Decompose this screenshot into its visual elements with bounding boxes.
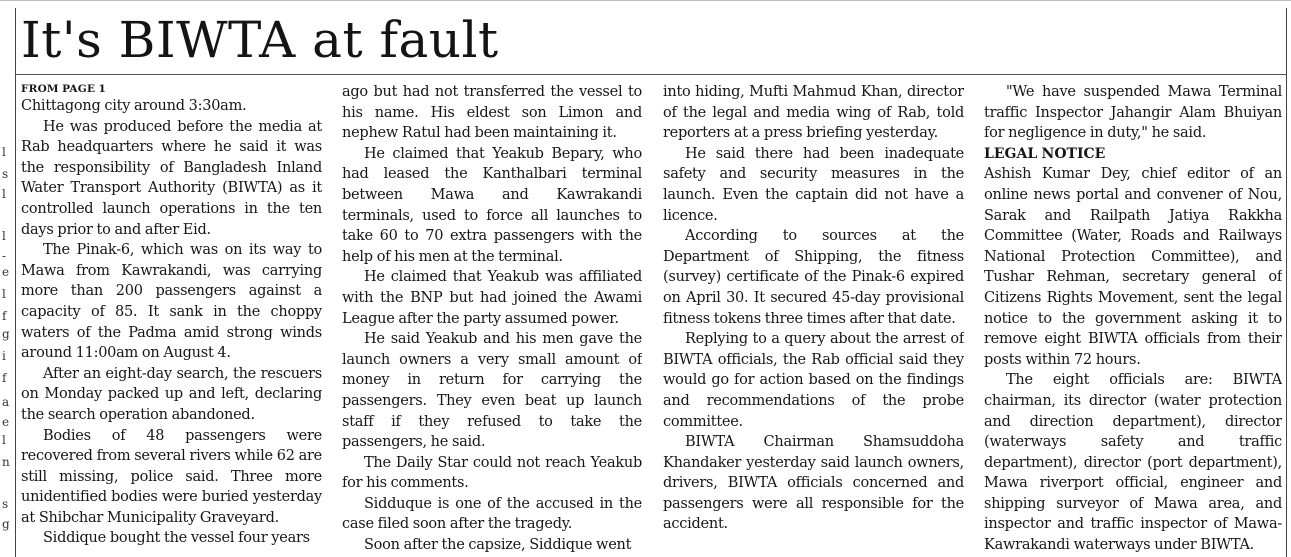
- top-rule: [0, 0, 1291, 1]
- headline: It's BIWTA at fault: [21, 11, 499, 69]
- adjacent-text-fragment: a: [2, 395, 10, 409]
- section-subhead: LEGAL NOTICE: [984, 145, 1106, 162]
- article-paragraph: Sidduque is one of the accused in the case filed soon after the tragedy.: [342, 495, 642, 533]
- article-paragraph: Replying to a query about the arrest of BIWTA officials, the Rab official said they would go for action based on the findings and recommendations of the probe committee.: [663, 331, 964, 430]
- dateline: FROM PAGE 1: [21, 83, 107, 95]
- adjacent-text-fragment: f: [2, 309, 7, 323]
- article-paragraph: The eight officials are: BIWTA chairman, its director (water protection and direction department), director (waterways safety and traffic department), director (port department), Mawa riverport official, engineer and shipping surveyor of Mawa area, and inspector and traffic inspector of Mawa-Kawrakandi waterways under BIWTA.: [984, 372, 1282, 554]
- article-paragraph: Soon after the capsize, Siddique went: [364, 537, 632, 554]
- adjacent-text-fragment: e: [2, 415, 10, 429]
- adjacent-text-fragment: f: [2, 371, 7, 385]
- article-paragraph: He claimed that Yeakub Bepary, who had leased the Kanthalbari terminal between Mawa and Kawrakandi terminals, used to force all launches to take 60 to 70 extra passengers with the help of his men at the terminal.: [342, 145, 642, 265]
- adjacent-text-fragment: e: [2, 265, 10, 279]
- adjacent-text-fragment: l: [2, 187, 6, 201]
- article-paragraph: The Pinak-6, which was on its way to Mawa from Kawrakandi, was carrying more than 200 passengers against a capacity of 85. It sank in the choppy waters of the Padma amid strong winds around 11:00am on August 4.: [21, 242, 322, 362]
- article-paragraph: The Daily Star could not reach Yeakub for his comments.: [342, 454, 642, 492]
- article-paragraph: BIWTA Chairman Shamsuddoha Khandaker yesterday said launch owners, drivers, BIWTA officials concerned and passengers were all responsible for the accident.: [663, 434, 964, 533]
- article-paragraph: ago but had not transferred the vessel to his name. His eldest son Limon and nephew Ratul had been maintaining it.: [342, 84, 642, 142]
- article-column-4: [984, 82, 1282, 557]
- adjacent-text-fragment: -: [2, 249, 7, 263]
- article-paragraph: He said Yeakub and his men gave the launch owners a very small amount of money in return for carrying the passengers. They even beat up launch staff if they refused to take the passengers, he said.: [342, 331, 642, 451]
- adjacent-text-fragment: l: [2, 433, 6, 447]
- article-paragraph: He said there had been inadequate safety and security measures in the launch. Even the captain did not have a licence.: [663, 145, 964, 224]
- article-paragraph: He claimed that Yeakub was affiliated with the BNP but had joined the Awami League after the party assumed power.: [342, 269, 642, 327]
- adjacent-text-fragment: l: [2, 229, 6, 243]
- article-column-3: [663, 82, 964, 557]
- article-left-border: [15, 8, 16, 557]
- article-paragraph: After an eight-day search, the rescuers on Monday packed up and left, declaring the search operation abandoned.: [21, 365, 322, 423]
- article-paragraph: Siddique bought the vessel four years: [43, 530, 310, 547]
- article-paragraph: into hiding, Mufti Mahmud Khan, director of the legal and media wing of Rab, told reporters at a press briefing yesterday.: [663, 84, 964, 142]
- article-paragraph: He was produced before the media at Rab headquarters where he said it was the responsibility of Bangladesh Inland Water Transport Authority (BIWTA) as it controlled launch operations in the ten days prior to and after Eid.: [21, 118, 322, 238]
- article-paragraph: Chittagong city around 3:30am.: [21, 98, 247, 114]
- article-paragraph: "We have suspended Mawa Terminal traffic Inspector Jahangir Alam Bhuiyan for negligence in duty," he said.: [984, 84, 1282, 142]
- article-right-border: [1286, 8, 1287, 557]
- headline-rule: [15, 74, 1287, 75]
- adjacent-text-fragment: g: [2, 327, 10, 341]
- adjacent-text-fragment: s: [2, 497, 9, 511]
- adjacent-text-fragment: s: [2, 167, 9, 181]
- article-paragraph: According to sources at the Department of Shipping, the fitness (survey) certificate of the Pinak-6 expired on April 30. It secured 45-day provisional fitness tokens three times after that date.: [663, 228, 964, 327]
- article-paragraph: Bodies of 48 passengers were recovered from several rivers while 62 are still missing, police said. Three more unidentified bodies were buried yesterday at Shibchar Municipality Graveyard.: [21, 427, 322, 526]
- article-column-2: [342, 82, 642, 557]
- article-column-1: [21, 82, 322, 557]
- adjacent-text-fragment: i: [2, 349, 6, 363]
- article-paragraph: Ashish Kumar Dey, chief editor of an online news portal and convener of Nou, Sarak and Railpath Jatiya Rakkha Committee (Water, Roads and Railways National Protection Committee), and Tushar Rehman, secretary general of Citizens Rights Movement, sent the legal notice to the government asking it to remove eight BIWTA officials from their posts within 72 hours.: [984, 166, 1282, 368]
- adjacent-article-edge: [0, 78, 12, 557]
- adjacent-text-fragment: l: [2, 145, 6, 159]
- adjacent-text-fragment: n: [2, 455, 10, 469]
- adjacent-text-fragment: g: [2, 517, 10, 531]
- adjacent-text-fragment: l: [2, 287, 6, 301]
